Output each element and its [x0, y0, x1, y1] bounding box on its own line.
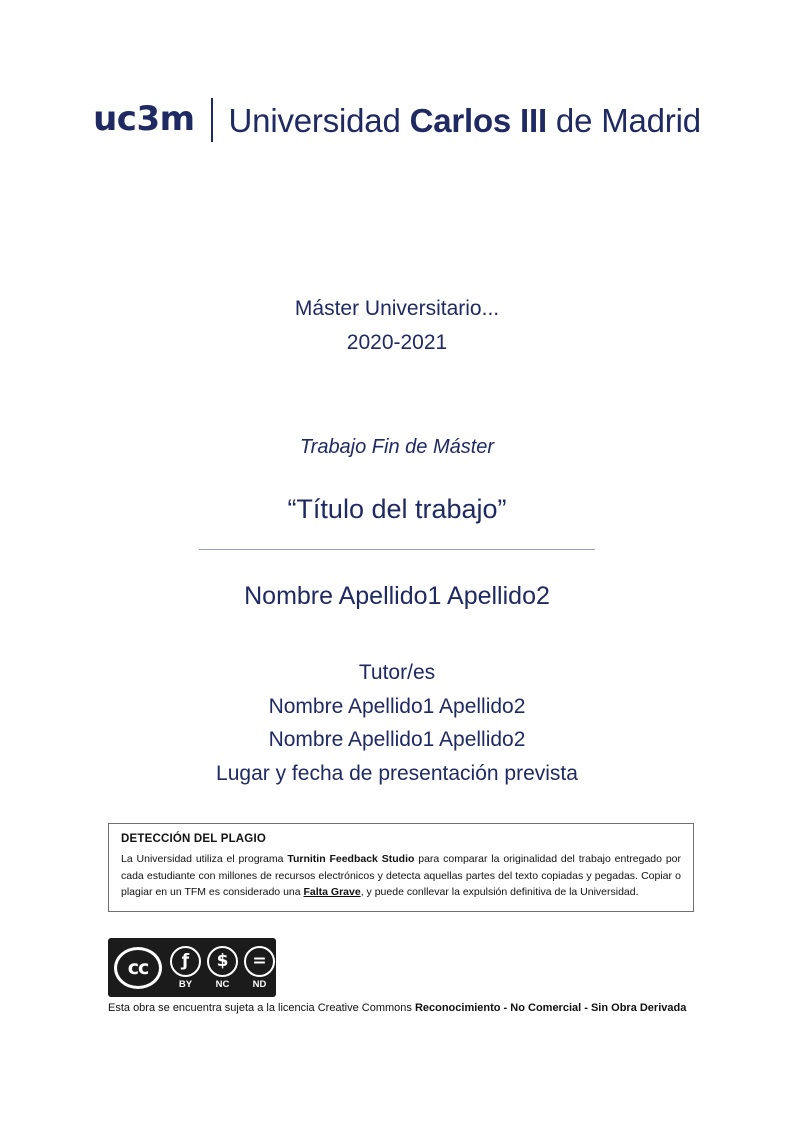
- title-divider: [199, 549, 595, 550]
- creative-commons-icon: cc: [114, 947, 162, 989]
- cc-nc-item: [207, 946, 238, 990]
- logo-divider: [211, 98, 213, 142]
- logo-inner: [93, 98, 701, 142]
- university-name-part2: de Madrid: [546, 101, 701, 139]
- plagiarism-text-part2: para comparar la originalidad del trabajo entregado por cada estudiante con millones de recursos electrónicos y detecta aquellas partes del texto copiadas y pegadas. Copiar o plagiar en un TFM es considerado una: [121, 853, 681, 898]
- license-text: [108, 1000, 694, 1017]
- plagiarism-text-part3: , y puede conllevar la expulsión definitiva de la Universidad.: [360, 886, 639, 898]
- program-name: Máster Universitario...: [294, 297, 500, 320]
- tutor-label: Tutor/es: [358, 661, 436, 684]
- uc3m-wordmark: uc3m: [93, 99, 195, 139]
- cc-nd-label: ND: [252, 978, 267, 990]
- creative-commons-badge: [108, 938, 276, 997]
- academic-year: 2020-2021: [346, 331, 448, 354]
- university-name: [228, 101, 701, 139]
- author-name: Nombre Apellido1 Apellido2: [244, 582, 550, 610]
- tutor-name-2: Nombre Apellido1 Apellido2: [268, 728, 526, 751]
- cc-nd-item: [244, 946, 275, 990]
- tutor-name-1: Nombre Apellido1 Apellido2: [268, 695, 526, 718]
- work-type-label: Trabajo Fin de Máster: [299, 436, 495, 458]
- cc-by-label: BY: [178, 978, 193, 990]
- cc-nc-label: NC: [215, 978, 230, 990]
- plagiarism-text-part1: La Universidad utiliza el programa: [121, 853, 288, 865]
- university-name-bold: Carlos III: [409, 101, 547, 139]
- document-title: “Título del trabajo”: [287, 494, 507, 524]
- university-logo: [0, 98, 794, 142]
- cc-nd-icon: =: [244, 946, 275, 977]
- cc-nc-icon: $: [207, 946, 238, 977]
- license-text-part1: Esta obra se encuentra sujeta a la licencia Creative Commons: [108, 1002, 415, 1014]
- university-name-part1: Universidad: [228, 101, 410, 139]
- plagiarism-text-bold1: Turnitin Feedback Studio: [287, 853, 415, 865]
- place-and-date: Lugar y fecha de presentación prevista: [216, 762, 578, 785]
- cc-by-icon: ƒ: [170, 946, 201, 977]
- plagiarism-notice-title: DETECCIÓN DEL PLAGIO: [121, 833, 266, 845]
- cc-by-item: [170, 946, 201, 990]
- plagiarism-notice-text: [121, 851, 681, 901]
- license-text-bold: Reconocimiento - No Comercial - Sin Obra Derivada: [414, 1002, 687, 1014]
- plagiarism-text-bold2: Falta Grave: [303, 886, 361, 898]
- plagiarism-notice-box: [108, 823, 694, 912]
